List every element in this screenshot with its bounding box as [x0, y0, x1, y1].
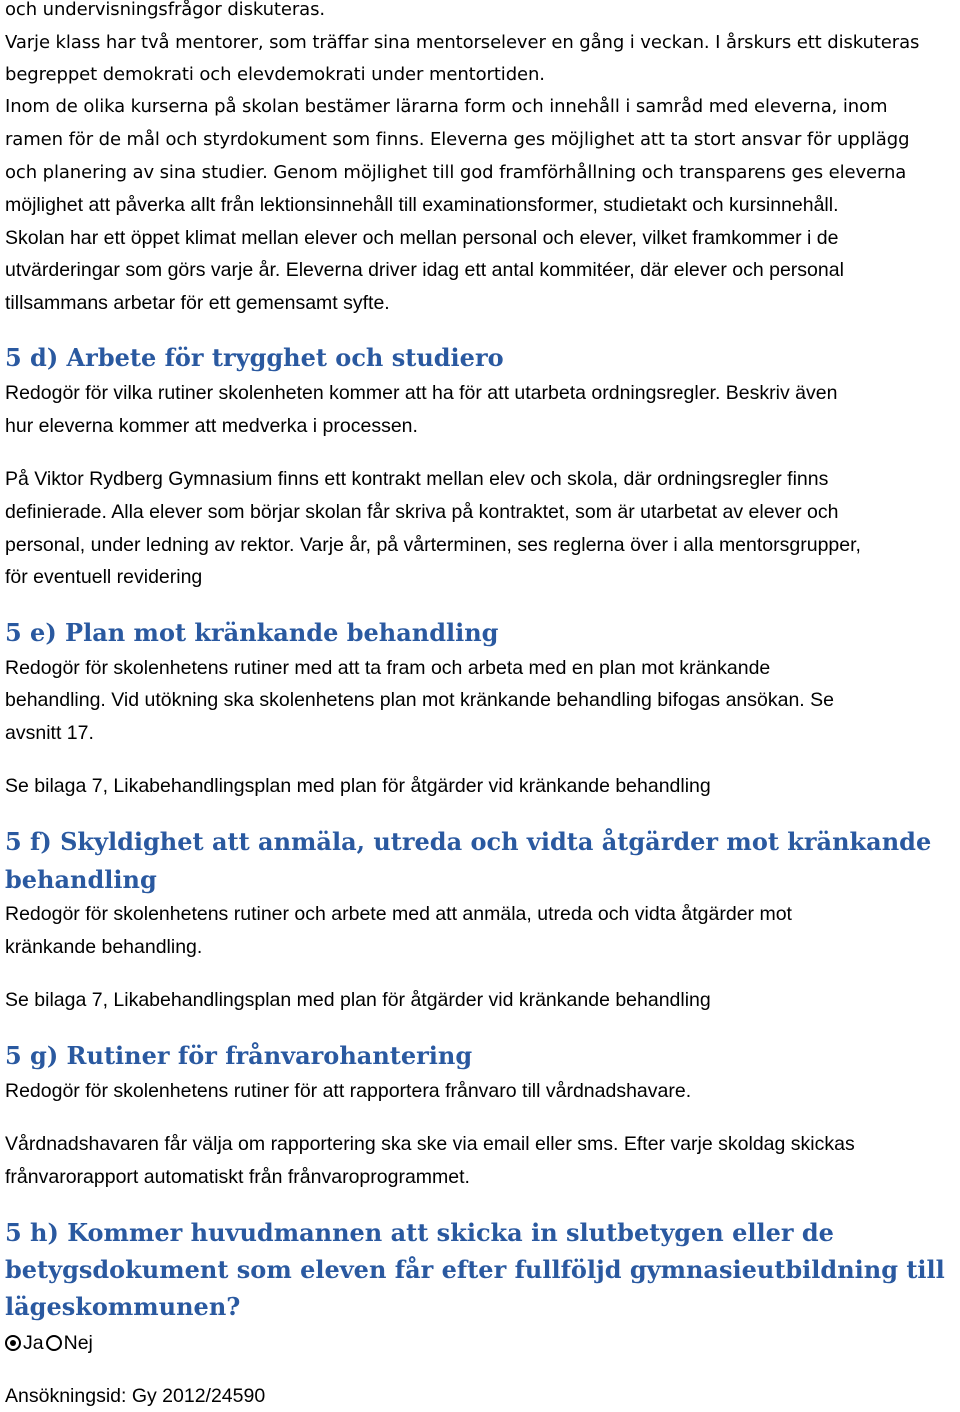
- section-prompt-line: Redogör för skolenhetens rutiner för att rapportera frånvaro till vårdnadshavare.: [5, 1080, 692, 1102]
- section-prompt-line: Redogör för skolenhetens rutiner och arbete med att anmäla, utreda och vidta åtgärder mot: [5, 903, 792, 925]
- section-heading-5h-cont: betygsdokument som eleven får efter fullföljd gymnasieutbildning till: [5, 1255, 945, 1284]
- radio-yes[interactable]: [5, 1335, 21, 1351]
- section-answer-line: Se bilaga 7, Likabehandlingsplan med plan för åtgärder vid kränkande behandling: [5, 989, 711, 1011]
- body-text-line: tillsammans arbetar för ett gemensamt syfte.: [5, 292, 390, 314]
- body-text-line: ramen för de mål och styrdokument som finns. Eleverna ges möjlighet att ta stort ansvar för upplägg: [5, 129, 910, 150]
- section-heading-5h-cont: lägeskommunen?: [5, 1292, 241, 1321]
- section-heading-5f: 5 f) Skyldighet att anmäla, utreda och vidta åtgärder mot kränkande: [5, 827, 932, 856]
- section-prompt-line: kränkande behandling.: [5, 936, 203, 958]
- radio-no-label[interactable]: Nej: [63, 1331, 93, 1354]
- section-heading-5f-cont: behandling: [5, 865, 157, 894]
- section-heading-5g: 5 g) Rutiner för frånvarohantering: [5, 1041, 473, 1070]
- body-text-line: Varje klass har två mentorer, som träffar sina mentorselever en gång i veckan. I årskurs ett diskuteras: [5, 32, 920, 53]
- section-heading-5d: 5 d) Arbete för trygghet och studiero: [5, 343, 504, 372]
- body-text-line: Inom de olika kurserna på skolan bestämer lärarna form och innehåll i samråd med eleverna, inom: [5, 96, 888, 117]
- section-heading-5h: 5 h) Kommer huvudmannen att skicka in slutbetygen eller de: [5, 1218, 834, 1247]
- section-answer-line: definierade. Alla elever som börjar skolan får skriva på kontraktet, som är utarbetat av elever och: [5, 501, 839, 523]
- section-prompt-line: Redogör för skolenhetens rutiner med att ta fram och arbeta med en plan mot kränkande: [5, 657, 771, 679]
- section-answer-line: På Viktor Rydberg Gymnasium finns ett kontrakt mellan elev och skola, där ordningsregler finns: [5, 468, 829, 490]
- body-text-line: utvärderingar som görs varje år. Eleverna driver idag ett antal kommitéer, där elever och personal: [5, 259, 844, 281]
- body-text-line: Skolan har ett öppet klimat mellan elever och mellan personal och elever, vilket framkommer i de: [5, 227, 839, 249]
- section-heading-5e: 5 e) Plan mot kränkande behandling: [5, 618, 499, 647]
- body-text-line: möjlighet att påverka allt från lektionsinnehåll till examinationsformer, studietakt och kursinnehåll.: [5, 194, 839, 216]
- radio-no[interactable]: [46, 1335, 62, 1351]
- section-answer-line: frånvarorapport automatiskt från frånvaroprogrammet.: [5, 1166, 470, 1188]
- body-text-line: begreppet demokrati och elevdemokrati under mentortiden.: [5, 64, 545, 85]
- section-answer-line: Se bilaga 7, Likabehandlingsplan med plan för åtgärder vid kränkande behandling: [5, 775, 711, 797]
- section-prompt-line: hur eleverna kommer att medverka i processen.: [5, 415, 418, 437]
- body-text-line: och planering av sina studier. Genom möjlighet till god framförhållning och transparens ges eleverna: [5, 162, 907, 183]
- section-answer-line: Vårdnadshavaren får välja om rapportering ska ske via email eller sms. Efter varje skoldag skickas: [5, 1133, 855, 1155]
- application-id-footer: Ansökningsid: Gy 2012/24590: [5, 1385, 266, 1407]
- yes-no-radio-group: [5, 1327, 95, 1359]
- radio-yes-label[interactable]: Ja: [23, 1331, 44, 1354]
- section-prompt-line: avsnitt 17.: [5, 722, 94, 744]
- section-answer-line: för eventuell revidering: [5, 566, 203, 588]
- body-text-line: och undervisningsfrågor diskuteras.: [5, 0, 325, 20]
- section-answer-line: personal, under ledning av rektor. Varje år, på vårterminen, ses reglerna över i alla mentorsgrupper,: [5, 534, 861, 556]
- section-prompt-line: behandling. Vid utökning ska skolenhetens plan mot kränkande behandling bifogas ansökan. Se: [5, 689, 834, 711]
- section-prompt-line: Redogör för vilka rutiner skolenheten kommer att ha för att utarbeta ordningsregler. Beskriv även: [5, 382, 838, 404]
